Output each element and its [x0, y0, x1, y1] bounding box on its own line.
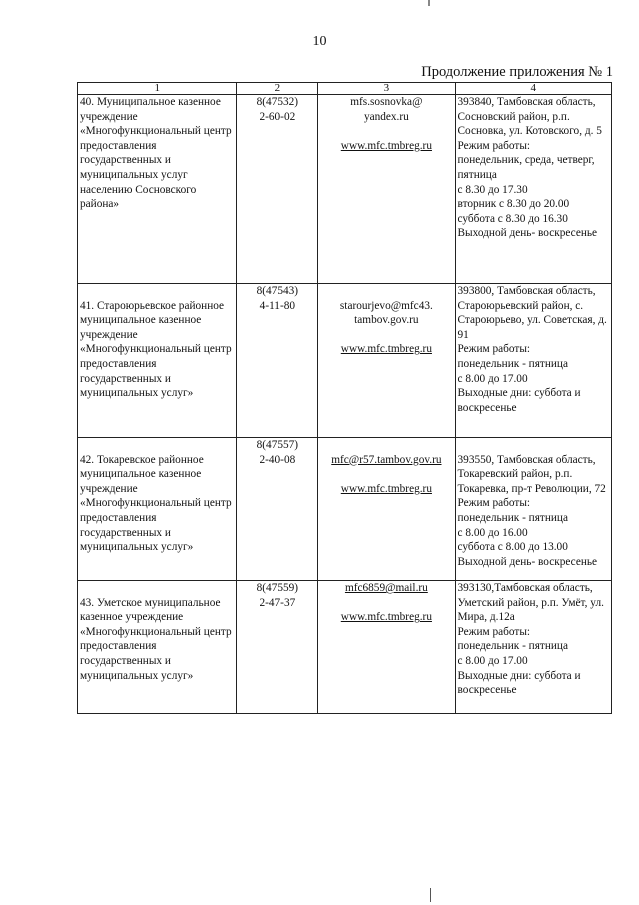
phone-number: 2-60-02 [259, 110, 296, 123]
email-link[interactable]: mfc@r57.tambov.gov.ru [331, 453, 442, 466]
mfc-table [77, 82, 612, 714]
address-text: 393800, Тамбовская область, Староюрьевский район, с. Староюрьево, ул. Советская, д. 91 [457, 285, 607, 341]
header-col-2: 2 [237, 83, 318, 95]
table-row [78, 284, 612, 438]
phone-number: 2-47-37 [259, 596, 296, 609]
website-link[interactable]: www.mfc.tmbreg.ru [340, 343, 432, 356]
table-row [78, 95, 612, 284]
email-link[interactable]: mfs.sosnovka@ yandex.ru [350, 96, 423, 123]
org-name [78, 284, 237, 438]
org-name [78, 581, 237, 714]
org-name [78, 438, 237, 581]
address-cell [455, 95, 611, 284]
org-name [78, 95, 237, 284]
contacts-cell [318, 95, 455, 284]
address-text: 393550, Тамбовская область, Токаревский район, р.п. Токаревка, пр-т Революции, 72 [457, 453, 606, 495]
contacts-cell [318, 581, 455, 714]
phone-cell [237, 581, 318, 714]
email-link[interactable]: mfc6859@mail.ru [344, 582, 428, 594]
address-cell [455, 284, 611, 438]
org-name-text: 41. Староюрьевское районное муниципальное казенное учреждение «Многофункциональный центр предоставления государственных и муниципальных услуг» [80, 299, 232, 400]
org-name-text: 43. Уметское муниципальное казенное учреждение «Многофункциональный центр предоставления государственных и муниципальных услуг» [80, 596, 232, 682]
phone-cell [237, 438, 318, 581]
email-link[interactable]: starourjevo@mfc43. tambov.gov.ru [339, 299, 433, 327]
website-link[interactable]: www.mfc.tmbreg.ru [340, 139, 432, 152]
phone-code: 8(47557) [256, 439, 299, 451]
schedule-text: Режим работы: понедельник - пятница с 8.00 до 17.00 Выходные дни: суббота и воскресенье [457, 343, 581, 414]
schedule-text: Режим работы: понедельник - пятница с 8.00 до 17.00 Выходные дни: суббота и воскресенье [457, 625, 581, 697]
phone-number: 4-11-80 [259, 299, 296, 312]
address-text: 393840, Тамбовская область, Сосновский район, р.п. Сосновка, ул. Котовского, д. 5 [457, 96, 602, 138]
continuation-caption: Продолжение приложения № 1 [421, 64, 613, 80]
phone-code: 8(47532) [256, 96, 299, 108]
header-col-1: 1 [78, 83, 237, 95]
schedule-text: Режим работы: понедельник, среда, четверг, пятница с 8.30 до 17.30 вторник с 8.30 до 20.00 суббота с 8.30 до 16.30 Выходной день- воскресенье [457, 139, 598, 240]
phone-code: 8(47559) [256, 582, 299, 594]
phone-code: 8(47543) [256, 285, 299, 297]
website-link[interactable]: www.mfc.tmbreg.ru [340, 611, 432, 624]
scan-mark-bottom [430, 888, 431, 902]
phone-cell [237, 95, 318, 284]
header-col-4: 4 [455, 83, 611, 95]
phone-number: 2-40-08 [259, 453, 296, 466]
table-row [78, 581, 612, 714]
page-number: 10 [312, 34, 327, 49]
scan-mark-top [428, 0, 430, 6]
website-link[interactable]: www.mfc.tmbreg.ru [340, 482, 432, 495]
org-name-text: 40. Муниципальное казенное учреждение «Многофункциональный центр предоставления государственных и муниципальных услуг населению Сосновского района» [80, 96, 232, 211]
phone-cell [237, 284, 318, 438]
header-row [78, 83, 612, 95]
contacts-cell [318, 284, 455, 438]
contacts-cell [318, 438, 455, 581]
schedule-text: Режим работы: понедельник - пятница с 8.00 до 16.00 суббота с 8.00 до 13.00 Выходной день- воскресенье [457, 497, 598, 568]
table-row [78, 438, 612, 581]
address-cell [455, 581, 611, 714]
header-col-3: 3 [318, 83, 455, 95]
address-text: 393130,Тамбовская область, Уметский район, р.п. Умёт, ул. Мира, д.12а [457, 582, 604, 624]
address-cell [455, 438, 611, 581]
org-name-text: 42. Токаревское районное муниципальное казенное учреждение «Многофункциональный центр предоставления государственных и муниципальных услуг» [80, 453, 232, 554]
